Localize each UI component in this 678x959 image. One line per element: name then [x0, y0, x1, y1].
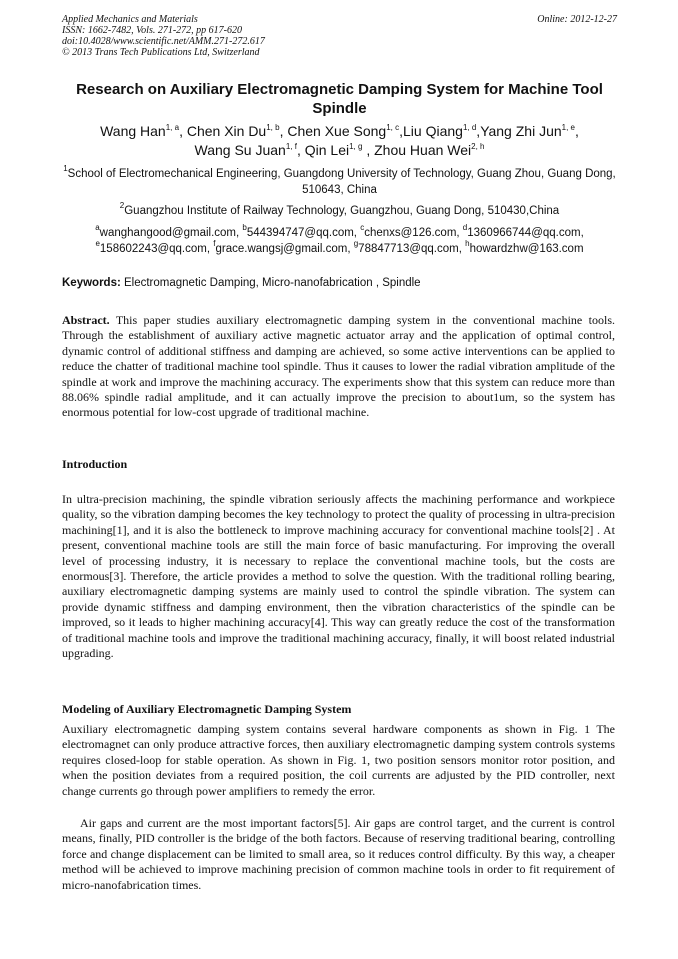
- modeling-paragraph-1: Auxiliary electromagnetic damping system contains several hardware components as shown in Fig. 1 The electromagnet can only produce attractive forces, then auxiliary electromagnetic damping system controls systems requires closed-loop for stable operation. As shown in Fig. 1, two position sensors monitor rotor position, and when the position deviates from a required position, the coil currents are adjusted by the PID controller, next change currents go through power amplifiers to remedy the error.: [62, 722, 615, 798]
- doi-line: doi:10.4028/www.scientific.net/AMM.271-272.617: [62, 36, 265, 47]
- affiliation-text: School of Electromechanical Engineering, Guangdong University of Technology, Guang Zhou, Guang Dong, 510643, China: [67, 168, 616, 196]
- copyright-line: © 2013 Trans Tech Publications Ltd, Switzerland: [62, 47, 260, 58]
- author: [374, 142, 484, 158]
- email: grace.wangsj@gmail.com,: [215, 243, 354, 255]
- author: [100, 123, 187, 139]
- author-name: Zhou Huan Wei: [374, 142, 472, 158]
- author-sup: 1, b: [266, 123, 280, 132]
- email-sup: b: [242, 223, 247, 232]
- issn-line: ISSN: 1662-7482, Vols. 271-272, pp 617-620: [62, 25, 242, 36]
- author-name: Wang Han: [100, 123, 166, 139]
- author-name: Yang Zhi Jun: [480, 123, 562, 139]
- modeling-heading: Modeling of Auxiliary Electromagnetic Damping System: [62, 702, 352, 716]
- email: howardzhw@163.com: [469, 243, 584, 255]
- keywords: [62, 275, 617, 291]
- email-sup: c: [360, 223, 365, 232]
- author-sup: 1, g: [349, 142, 363, 151]
- affiliation-2: [62, 203, 617, 219]
- email-sup: f: [213, 239, 216, 248]
- affiliation-sup: 1: [63, 164, 68, 173]
- journal-name: Applied Mechanics and Materials: [62, 14, 198, 25]
- email: chenxs@126.com,: [364, 227, 463, 239]
- author-sup: 1, a: [165, 123, 180, 132]
- author-separator: ,: [296, 142, 305, 158]
- abstract: [62, 313, 615, 421]
- author: [195, 142, 305, 158]
- author-list: [62, 122, 617, 160]
- journal-header: [62, 14, 617, 58]
- introduction-heading: Introduction: [62, 457, 128, 471]
- author-name: Chen Xue Song: [287, 123, 387, 139]
- author-sup: 1, e: [561, 123, 575, 132]
- author-name: Liu Qiang: [403, 123, 463, 139]
- keywords-text: Electromagnetic Damping, Micro-nanofabrication , Spindle: [120, 277, 421, 289]
- author: [403, 123, 480, 139]
- paper-title: Research on Auxiliary Electromagnetic Damping System for Machine Tool Spindle: [76, 81, 603, 117]
- author-sup: 1, f: [285, 142, 297, 151]
- author-name: Qin Lei: [304, 142, 350, 158]
- author-sup: 2, h: [471, 142, 485, 151]
- author-separator: ,: [476, 123, 481, 139]
- email-sup: h: [465, 239, 470, 248]
- email-sup: e: [95, 239, 100, 248]
- author-separator: ,: [399, 123, 404, 139]
- email: 78847713@qq.com,: [358, 243, 466, 255]
- author-separator: ,: [279, 123, 288, 139]
- online-date: Online: 2012-12-27: [537, 14, 617, 25]
- email-list: [62, 225, 617, 257]
- affiliation-1: [62, 166, 617, 198]
- keywords-label: Keywords:: [62, 277, 121, 289]
- author-separator: ,: [575, 123, 579, 139]
- abstract-text: This paper studies auxiliary electromagnetic damping system in the conventional machine tools. Through the establishment of auxiliary active magnetic actuator array and the application of optimal control, dynamic control of additional stiffness and damping are achieved, so some active interventions can be applied to reduce the chatter of traditional machine tool spindle. Thus it causes to lower the radial vibration amplitude of the spindle at work and improve the machining accuracy. The experiments show that this system can reduce more than 88.06% spindle radial amplitude, and it can actually improve the precision to about1um, so the system has enormous potential for low-cost upgrade of traditional machine.: [62, 313, 615, 420]
- author-separator: ,: [179, 123, 187, 139]
- introduction-text: In ultra-precision machining, the spindle vibration seriously affects the machining performance and workpiece quality, so the vibration damping becomes the key technology to protect the quality of processing in ultra-precision machining[1], and it is also the bottleneck to improve machining accuracy for conventional machine tools[2] . At present, conventional machine tools are still the main force of basic manufacturing. For improving the overall level of processing industry, it is necessary to replace the conventional machine tools, but the costs are enormous[3]. Therefore, the article provides a method to solve the question. With the traditional rolling bearing, auxiliary electromagnetic damping systems are mainly used to control the spindle vibration. The system can provide dynamic stiffness and damping environment, then the vibration characteristics of the spindle can be improved, so it leads to higher machining accuracy[4]. This way can greatly reduce the cost of the transformation of traditional machine tools and improve the traditional machining accuracy, finally, it will boost related industrial upgrading.: [62, 492, 615, 661]
- author: [305, 142, 374, 158]
- author-sup: 1, c: [386, 123, 400, 132]
- email: 544394747@qq.com,: [246, 227, 361, 239]
- author: [480, 123, 579, 139]
- modeling-paragraph-2: Air gaps and current are the most important factors[5]. Air gaps are control target, and the current is control means, finally, PID controller is the bridge of the both factors. Because of reserving traditional bearing, controlling force and change displacement can be limited to small area, so it reduces control difficulty. By this way, a cheaper method will be achieved to improve machining precision of common machine tools in order to fit requirement of micro-nanofabrication times.: [62, 816, 615, 892]
- email-sup: d: [462, 223, 468, 232]
- author: [187, 123, 288, 139]
- email: wanghangood@gmail.com,: [99, 227, 243, 239]
- author: [287, 123, 403, 139]
- email-sup: g: [353, 239, 359, 248]
- abstract-label: Abstract.: [62, 313, 110, 327]
- email: 1360966744@qq.com,: [467, 227, 584, 239]
- affiliation-sup: 2: [119, 201, 125, 210]
- email-sup: a: [95, 223, 100, 232]
- author-name: Wang Su Juan: [194, 142, 286, 158]
- author-name: Chen Xin Du: [186, 123, 267, 139]
- affiliation-text: Guangzhou Institute of Railway Technology, Guangzhou, Guang Dong, 510430,China: [124, 205, 560, 217]
- email: 158602243@qq.com,: [99, 243, 214, 255]
- author-separator: ,: [362, 142, 375, 158]
- author-sup: 1, d: [462, 123, 477, 132]
